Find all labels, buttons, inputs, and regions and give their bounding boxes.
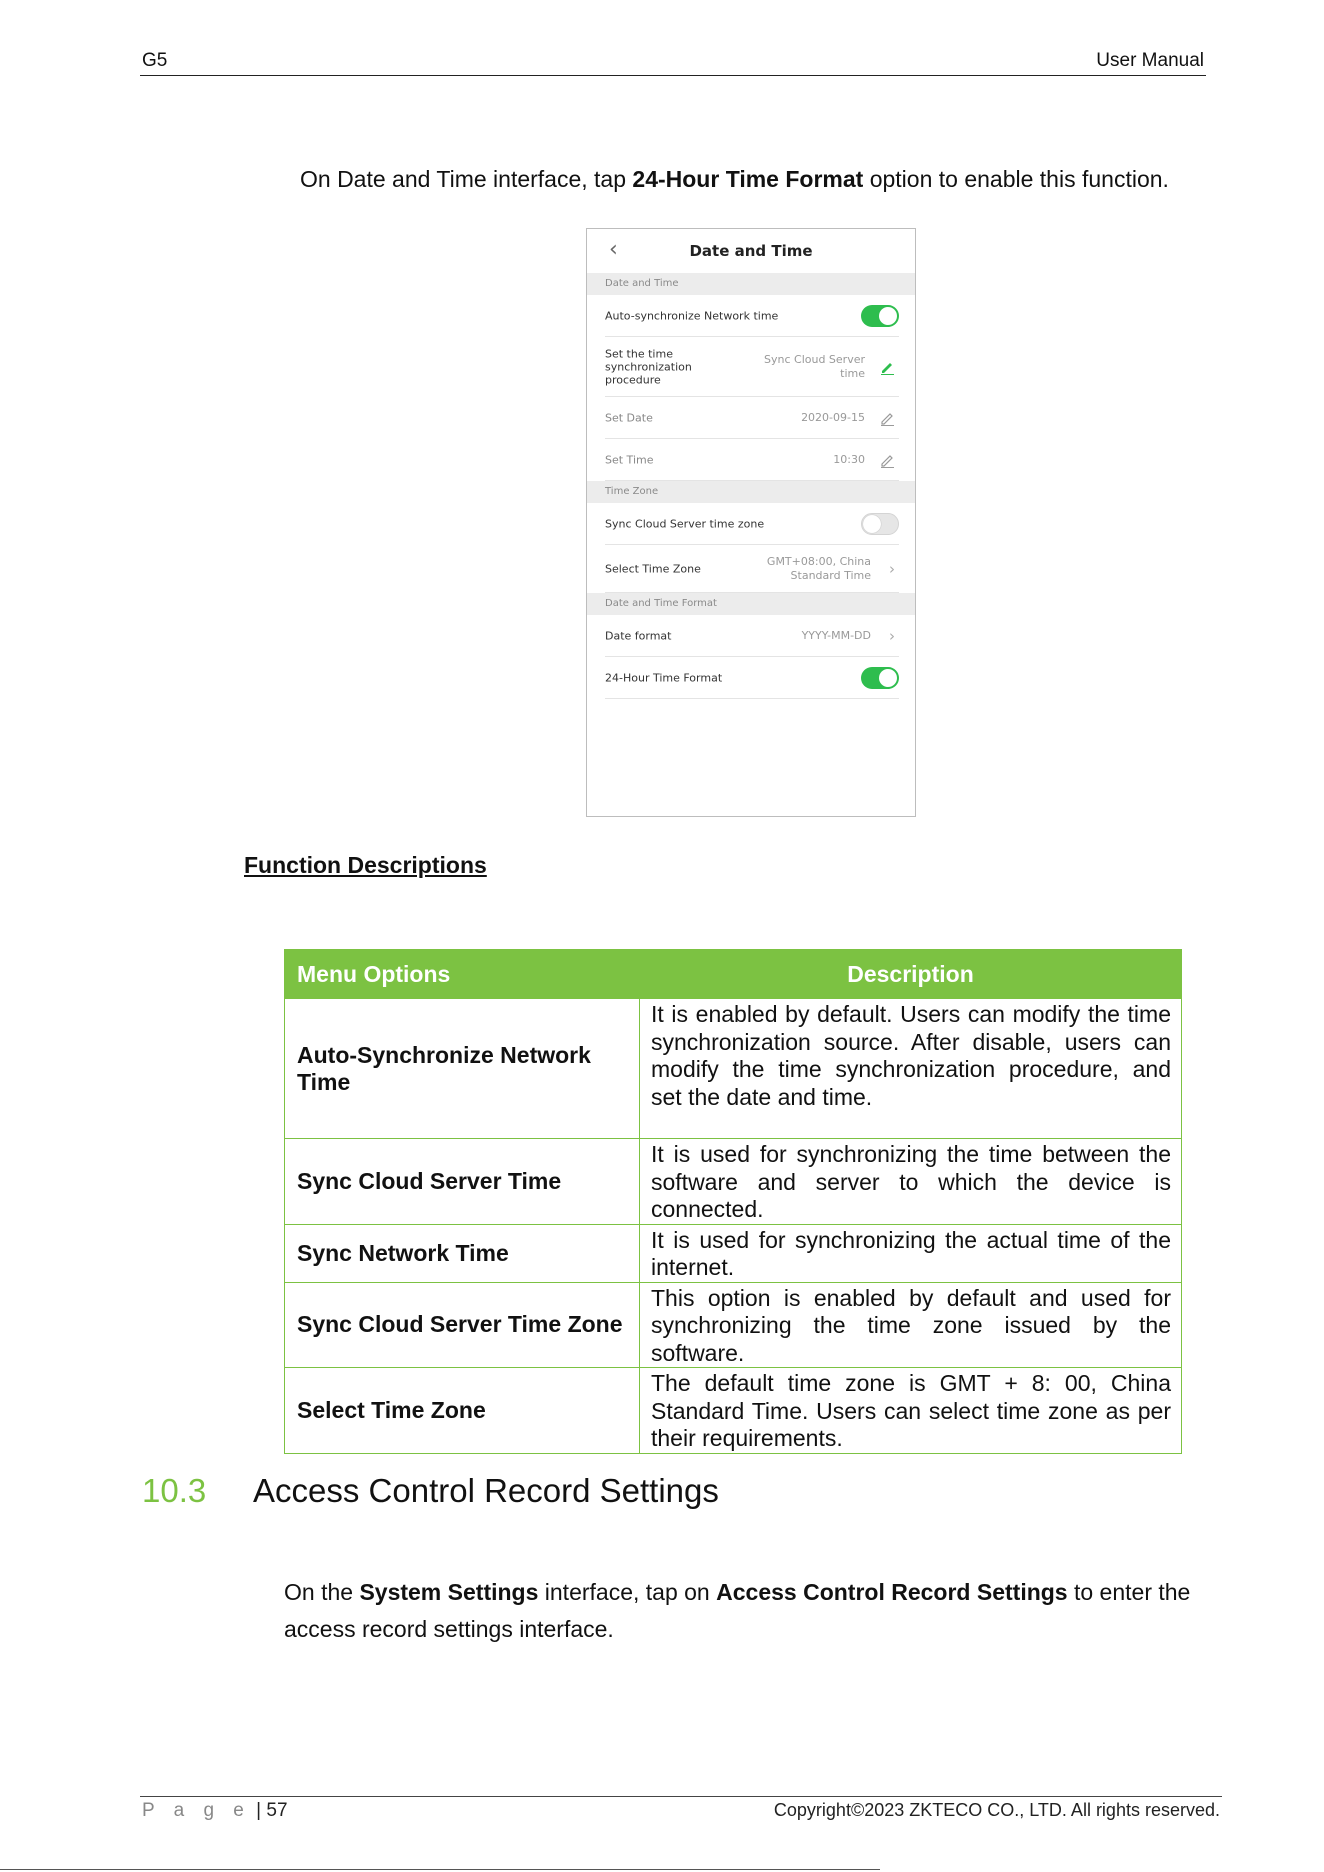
intro-after: option to enable this function. <box>863 166 1169 192</box>
edit-pencil-icon[interactable] <box>879 410 895 426</box>
section-paragraph <box>284 1574 1224 1648</box>
footer-page <box>142 1800 288 1822</box>
header-description: Description <box>640 950 1182 999</box>
option-cell: Select Time Zone <box>285 1368 640 1454</box>
phone-title-bar <box>587 229 915 273</box>
para-bold: Access Control Record Settings <box>716 1579 1068 1605</box>
edit-pencil-icon[interactable] <box>879 452 895 468</box>
intro-text <box>300 166 1169 193</box>
back-chevron-icon[interactable]: ‹ <box>609 237 618 262</box>
intro-bold: 24-Hour Time Format <box>632 166 864 192</box>
footer-copyright: Copyright©2023 ZKTECO CO., LTD. All rights reserved. <box>773 1800 1220 1820</box>
toggle-knob <box>879 307 897 325</box>
table-row <box>285 1224 1182 1282</box>
description-cell: It is used for synchronizing the actual time of the internet. <box>640 1224 1182 1282</box>
page-number: | 57 <box>256 1800 288 1821</box>
table-row <box>285 1282 1182 1368</box>
row-sync-time-zone[interactable] <box>605 503 899 545</box>
row-label: Date format <box>605 629 672 642</box>
header-title: User Manual <box>1096 50 1204 71</box>
row-sync-procedure[interactable] <box>605 337 899 397</box>
section-date-time: Date and Time <box>587 273 915 295</box>
toggle-knob <box>863 515 881 533</box>
para-text: On the <box>284 1579 360 1605</box>
table-row <box>285 999 1182 1139</box>
row-label: Set Date <box>605 411 653 424</box>
description-cell: The default time zone is GMT + 8: 00, China Standard Time. Users can select time zone as per their requirements. <box>640 1368 1182 1454</box>
table-row <box>285 1139 1182 1225</box>
row-auto-sync[interactable] <box>605 295 899 337</box>
phone-title: Date and Time <box>689 242 813 260</box>
row-set-date[interactable] <box>605 397 899 439</box>
para-bold: System Settings <box>359 1579 539 1605</box>
header-menu-options: Menu Options <box>285 950 640 999</box>
edit-pencil-icon[interactable] <box>879 359 895 375</box>
table-row <box>285 1368 1182 1454</box>
phone-screenshot <box>586 228 916 817</box>
chevron-right-icon: › <box>889 626 895 645</box>
section-format: Date and Time Format <box>587 593 915 615</box>
row-value: Sync Cloud Server time <box>764 352 865 380</box>
section-number: 10.3 <box>142 1472 207 1509</box>
row-label: Select Time Zone <box>605 562 701 575</box>
row-label: Set the time synchronization procedure <box>605 347 692 386</box>
header-model: G5 <box>142 50 168 71</box>
description-cell: It is enabled by default. Users can modify the time synchronization source. After disable, users can modify the time synchronization procedure, and set the date and time. <box>640 999 1182 1139</box>
function-table <box>284 949 1182 1454</box>
option-cell: Auto-Synchronize Network Time <box>285 999 640 1139</box>
option-cell: Sync Network Time <box>285 1224 640 1282</box>
row-24-hour-format[interactable] <box>605 657 899 699</box>
toggle-knob <box>879 669 897 687</box>
option-cell: Sync Cloud Server Time <box>285 1139 640 1225</box>
row-value: YYYY-MM-DD <box>801 628 871 642</box>
option-cell: Sync Cloud Server Time Zone <box>285 1282 640 1368</box>
row-value: 10:30 <box>833 452 865 466</box>
row-label: Sync Cloud Server time zone <box>605 517 765 530</box>
row-label: Auto-synchronize Network time <box>605 309 779 322</box>
auto-sync-toggle[interactable] <box>861 305 899 327</box>
function-descriptions-heading: Function Descriptions <box>244 852 487 878</box>
section-time-zone: Time Zone <box>587 481 915 503</box>
description-cell: It is used for synchronizing the time between the software and server to which the device is connected. <box>640 1139 1182 1225</box>
row-value: GMT+08:00, China Standard Time <box>766 554 871 582</box>
page-word: P a g e <box>142 1800 251 1821</box>
row-set-time[interactable] <box>605 439 899 481</box>
intro-before: On Date and Time interface, tap <box>300 166 633 192</box>
section-title: Access Control Record Settings <box>253 1472 719 1509</box>
row-select-time-zone[interactable] <box>605 545 899 593</box>
sync-tz-toggle[interactable] <box>861 513 899 535</box>
table-header-row <box>285 950 1182 999</box>
para-text: interface, tap on <box>538 1579 717 1605</box>
bottom-rule <box>0 1869 880 1870</box>
chevron-right-icon: › <box>889 559 895 578</box>
footer-divider <box>140 1796 1222 1797</box>
para-text: to enter the access record settings interface. <box>284 1579 1191 1642</box>
row-value: 2020-09-15 <box>801 410 865 424</box>
description-cell: This option is enabled by default and used for synchronizing the time zone issued by the software. <box>640 1282 1182 1368</box>
header-divider <box>140 75 1206 76</box>
row-date-format[interactable] <box>605 615 899 657</box>
row-label: Set Time <box>605 453 654 466</box>
row-label: 24-Hour Time Format <box>605 671 723 684</box>
hour24-toggle[interactable] <box>861 667 899 689</box>
